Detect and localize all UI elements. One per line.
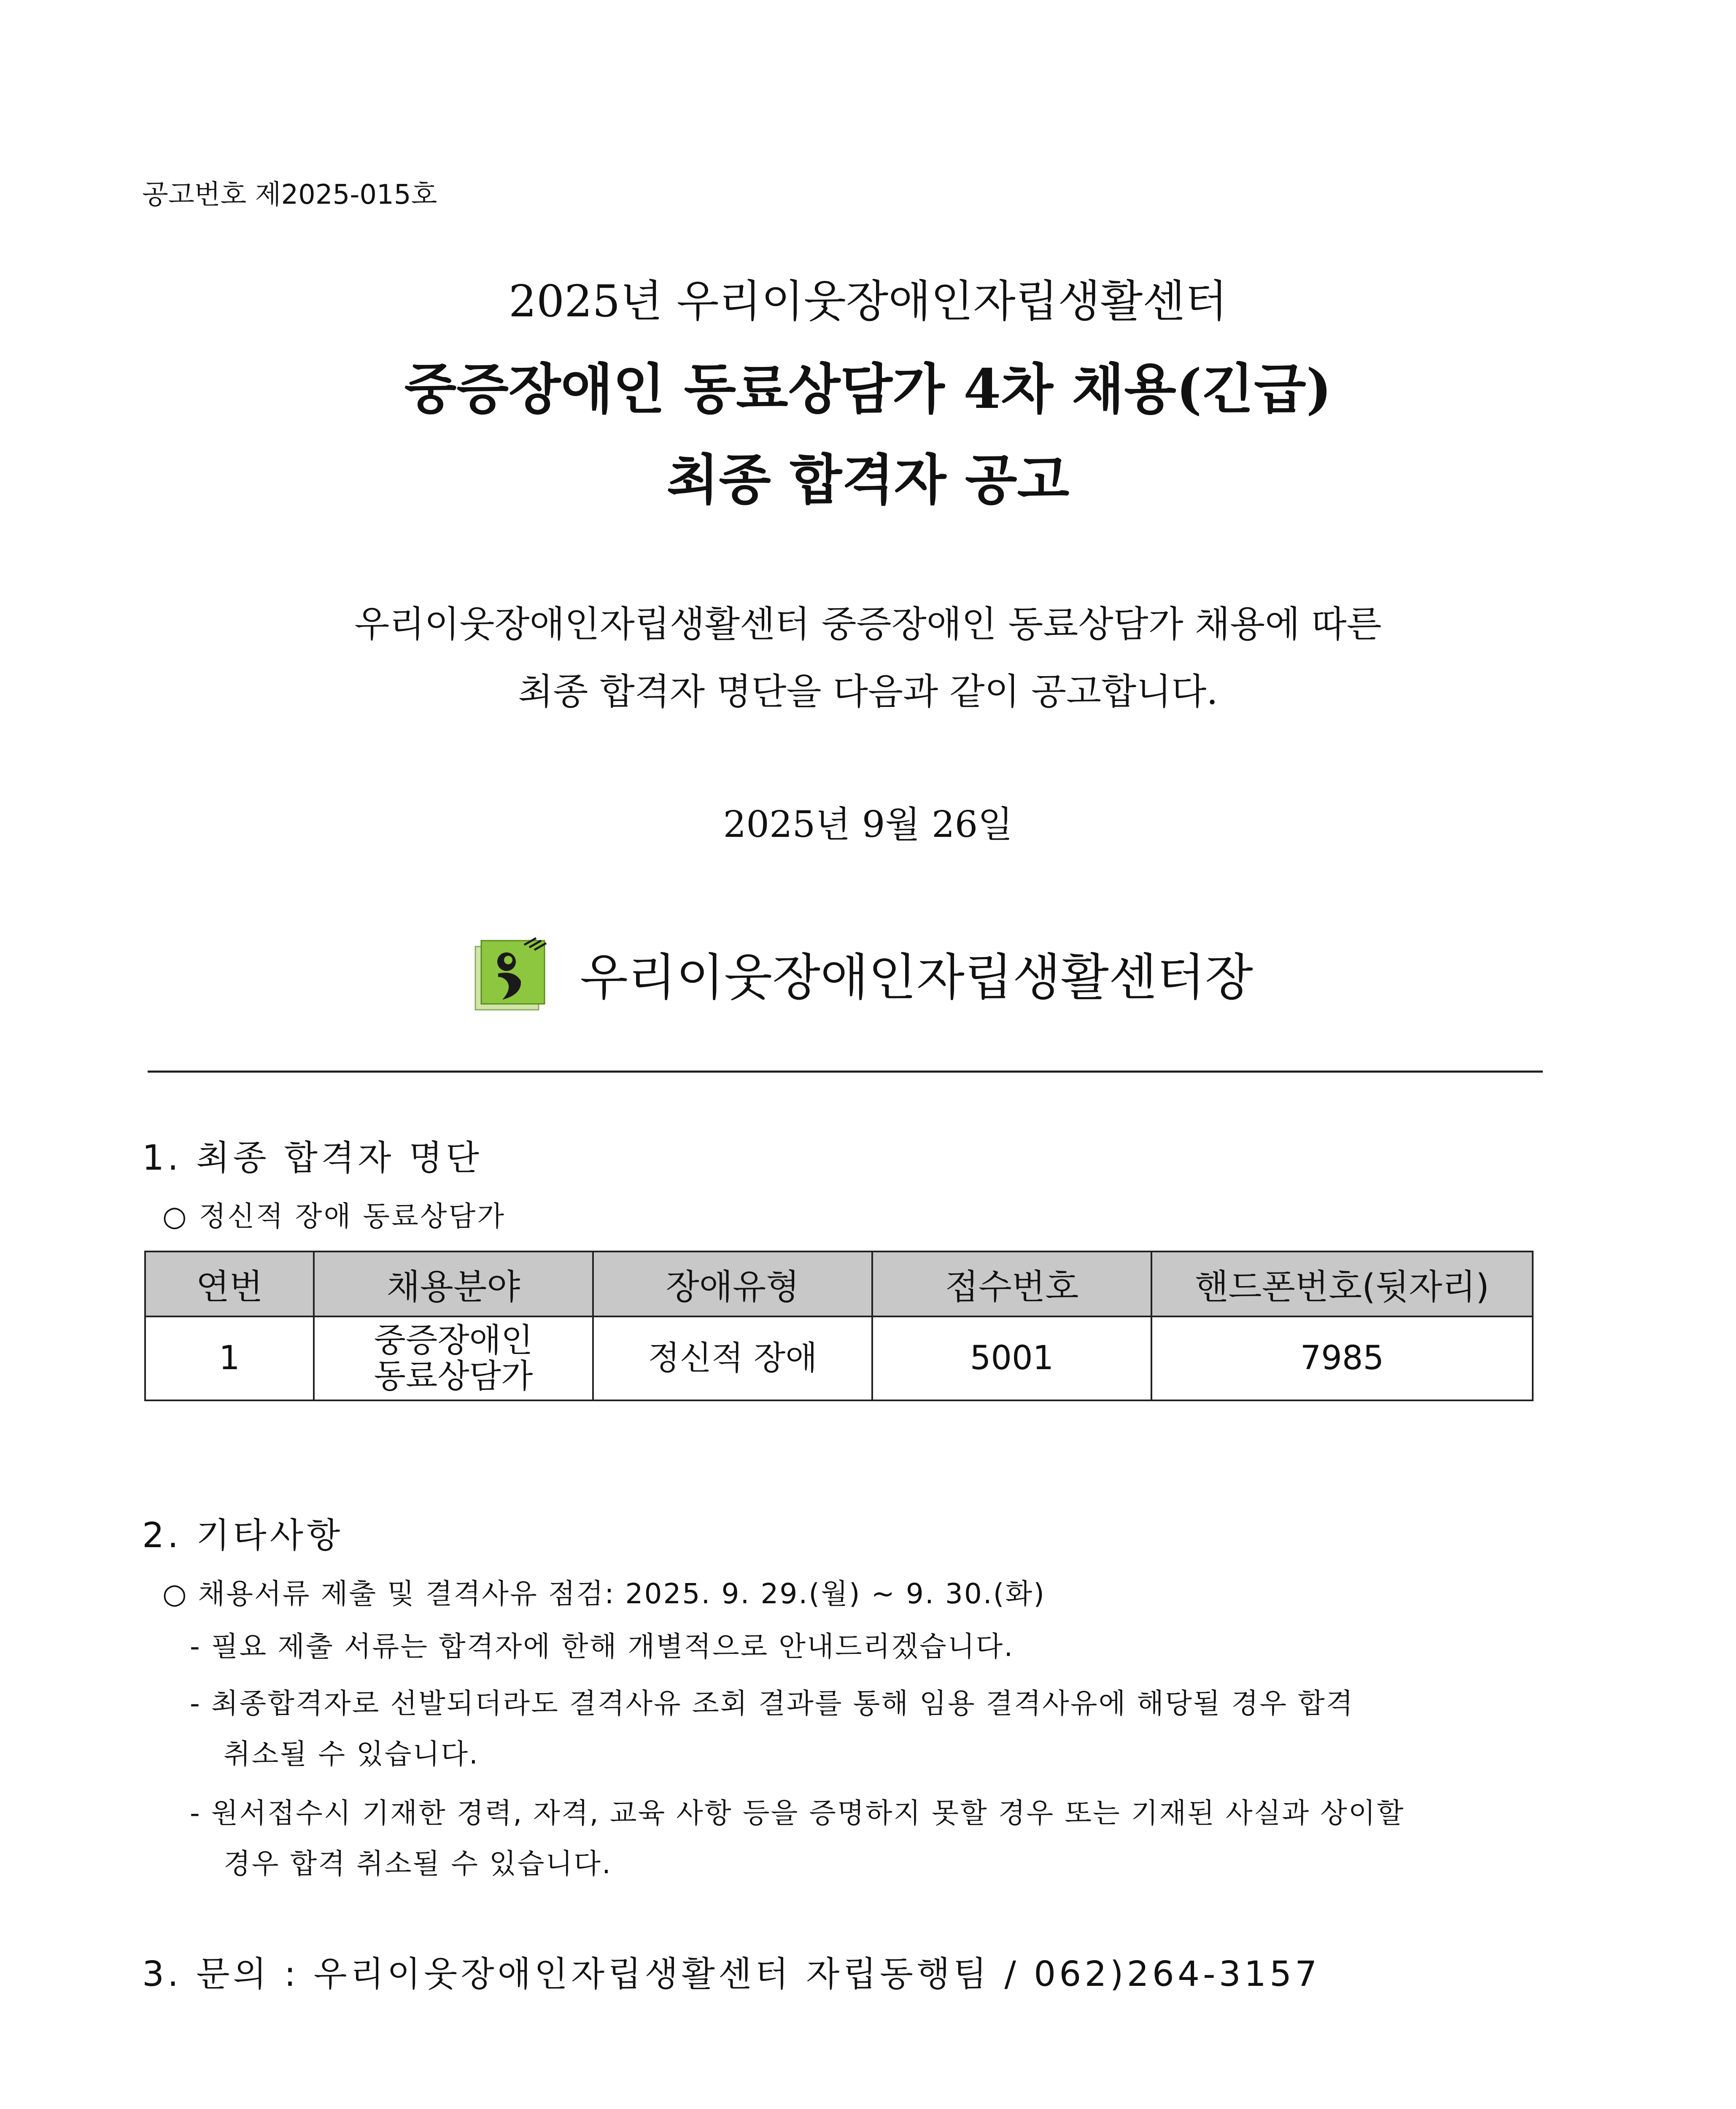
list-item: - 필요 제출 서류는 합격자에 한해 개별적으로 안내드리겠습니다. xyxy=(190,1630,1014,1663)
column-header-field: 채용분야 xyxy=(314,1251,593,1316)
center-logo-icon xyxy=(474,936,552,1011)
announcement-subtitle: 2025년 우리이웃장애인자립생활센터 xyxy=(508,275,1228,327)
intro-line-2: 최종 합격자 명단을 다음과 같이 공고합니다. xyxy=(518,671,1218,713)
table-row xyxy=(145,1316,1533,1400)
notice-number: 공고번호 제2025-015호 xyxy=(142,179,437,210)
announcement-title: 중증장애인 동료상담가 4차 채용(긴급) xyxy=(404,358,1332,421)
cell-field xyxy=(314,1316,593,1400)
contact-info: 3. 문의 : 우리이웃장애인자립생활센터 자립동행팀 / 062)264-3157 xyxy=(142,1954,1321,1994)
list-item-continuation: 취소될 수 있습니다. xyxy=(224,1738,479,1770)
section1-heading: 1. 최종 합격자 명단 xyxy=(142,1138,483,1178)
column-header-disability: 장애유형 xyxy=(593,1251,872,1316)
list-item: - 원서접수시 기재한 경력, 자격, 교육 사항 등을 증명하지 못할 경우 또는 기재된 사실과 상이할 xyxy=(190,1797,1405,1829)
cell-phone: 7985 xyxy=(1151,1316,1533,1400)
final-candidates-table xyxy=(144,1251,1534,1401)
table-header-row xyxy=(145,1251,1533,1316)
cell-field-line1: 중증장애인 xyxy=(374,1321,533,1360)
section2-heading: 2. 기타사항 xyxy=(142,1516,344,1556)
section2-subheading: ○ 채용서류 제출 및 결격사유 점검: 2025. 9. 29.(월) ~ 9. 30.(화) xyxy=(162,1578,1046,1610)
organization-signature: 우리이웃장애인자립생활센터장 xyxy=(580,948,1253,1006)
cell-field-line2: 동료상담가 xyxy=(374,1357,533,1395)
cell-receipt: 5001 xyxy=(872,1316,1151,1400)
announcement-title-line2: 최종 합격자 공고 xyxy=(666,448,1070,512)
intro-line-1: 우리이웃장애인자립생활센터 중증장애인 동료상담가 채용에 따른 xyxy=(354,603,1382,645)
section1-subheading: ○ 정신적 장애 동료상담가 xyxy=(162,1200,506,1232)
column-header-receipt: 접수번호 xyxy=(872,1251,1151,1316)
announcement-date: 2025년 9월 26일 xyxy=(723,804,1013,846)
list-item-continuation: 경우 합격 취소될 수 있습니다. xyxy=(224,1847,612,1880)
divider xyxy=(148,1071,1543,1073)
cell-disability: 정신적 장애 xyxy=(593,1316,872,1400)
list-item: - 최종합격자로 선발되더라도 결격사유 조회 결과를 통해 임용 결격사유에 해당될 경우 합격 xyxy=(190,1687,1354,1720)
cell-no: 1 xyxy=(145,1316,314,1400)
column-header-no: 연번 xyxy=(145,1251,314,1316)
column-header-phone: 핸드폰번호(뒷자리) xyxy=(1151,1251,1533,1316)
